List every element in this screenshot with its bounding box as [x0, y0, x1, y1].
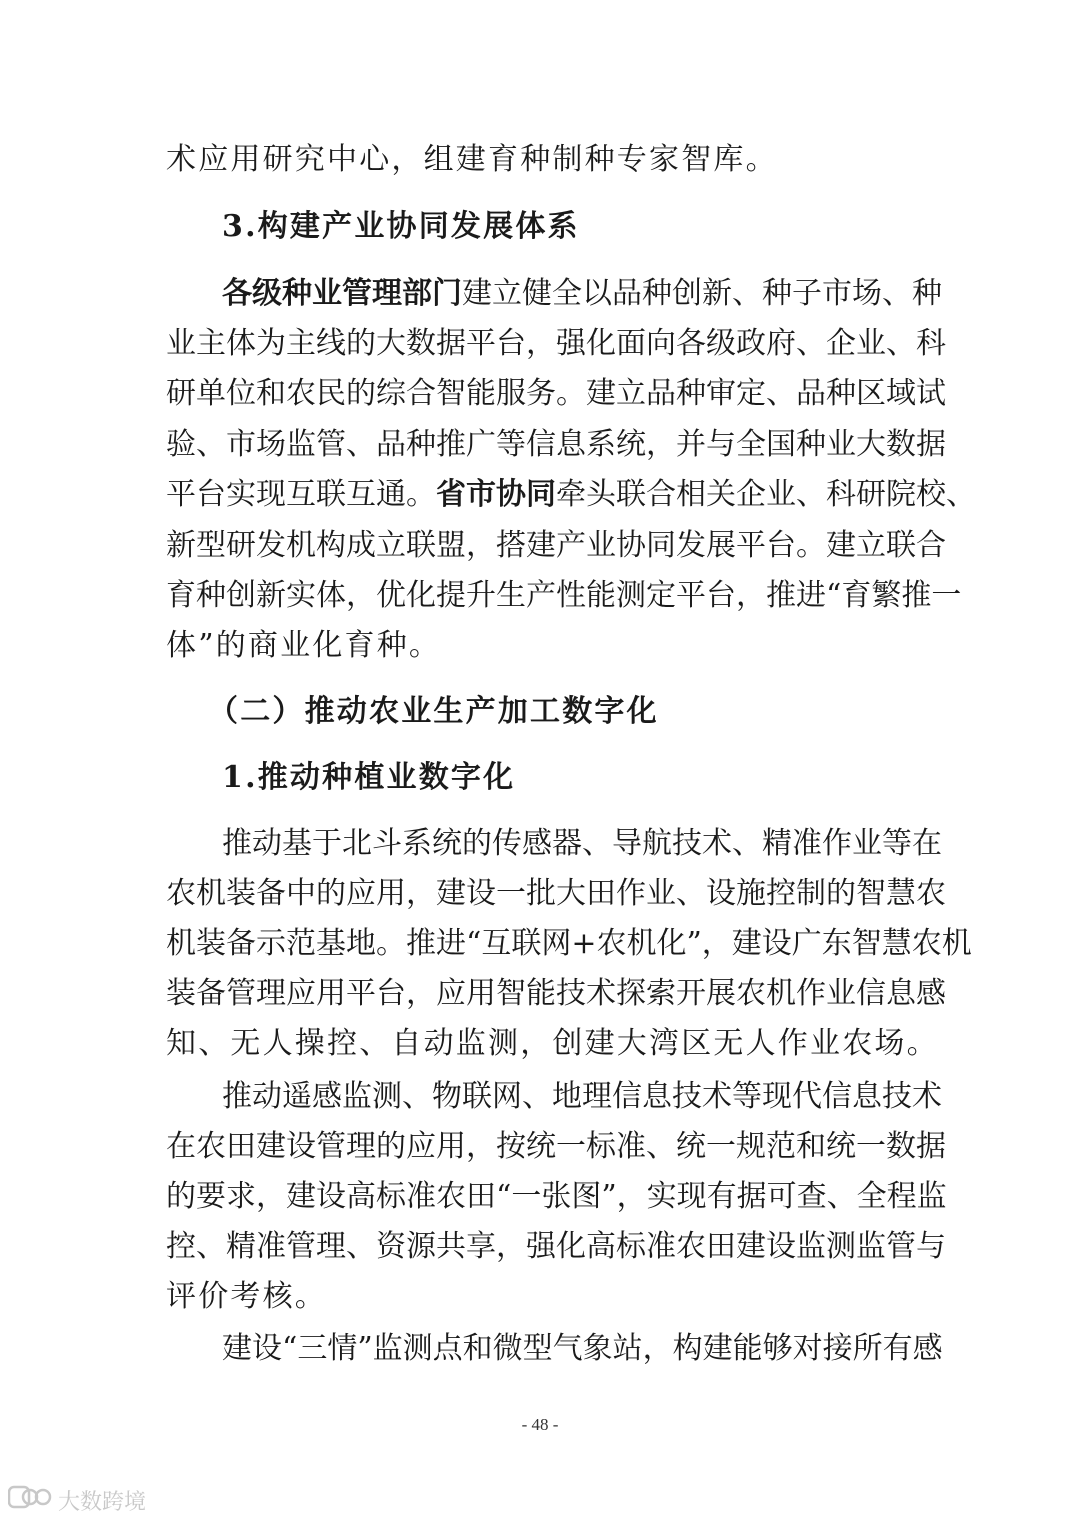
watermark	[8, 1480, 146, 1520]
paragraph-line: 体”的商业化育种。	[166, 628, 442, 663]
paragraph-line: 知、无人操控、自动监测，创建大湾区无人作业农场。	[166, 1026, 939, 1061]
text-line: 术应用研究中心，组建育种制种专家智库。	[166, 142, 778, 177]
paragraph-line	[222, 272, 942, 316]
text-span: 平台实现互联互通。	[166, 477, 436, 512]
paragraph-line	[166, 473, 976, 517]
text-span: 建立健全以品种创新、种子市场、种	[462, 276, 942, 311]
paragraph-line: 验、市场监管、品种推广等信息系统，并与全国种业大数据	[166, 427, 946, 462]
paragraph-line: 控、精准管理、资源共享，强化高标准农田建设监测监管与	[166, 1229, 946, 1264]
paragraph-line: 装备管理应用平台，应用智能技术探索开展农机作业信息感	[166, 976, 946, 1011]
paragraph-line: 研单位和农民的综合智能服务。建立品种审定、品种区域试	[166, 376, 946, 411]
watermark-logo-icon	[8, 1483, 52, 1517]
paragraph-line: 推动基于北斗系统的传感器、导航技术、精准作业等在	[222, 826, 942, 861]
section-heading-1: 1.推动种植业数字化	[222, 760, 516, 795]
watermark-text: 大数跨境	[58, 1489, 147, 1515]
paragraph-line: 机装备示范基地。推进“互联网+农机化”，建设广东智慧农机	[166, 926, 972, 961]
paragraph-line: 的要求，建设高标准农田“一张图”，实现有据可查、全程监	[166, 1179, 947, 1214]
paragraph-line: 评价考核。	[166, 1279, 327, 1314]
bold-phrase: 省市协同	[436, 477, 556, 512]
text-span: 牵头联合相关企业、科研院校、	[556, 477, 976, 512]
paragraph-line: 在农田建设管理的应用，按统一标准、统一规范和统一数据	[166, 1129, 946, 1164]
section-heading-3: 3.构建产业协同发展体系	[222, 209, 580, 244]
bold-phrase: 各级种业管理部门	[222, 276, 462, 311]
paragraph-line: 业主体为主线的大数据平台，强化面向各级政府、企业、科	[166, 326, 946, 361]
page-number: - 48 -	[521, 1415, 559, 1434]
paragraph-line: 农机装备中的应用，建设一批大田作业、设施控制的智慧农	[166, 876, 946, 911]
paragraph-line: 新型研发机构成立联盟，搭建产业协同发展平台。建立联合	[166, 528, 946, 563]
paragraph-line: 建设“三情”监测点和微型气象站，构建能够对接所有感	[222, 1331, 943, 1366]
section-heading-2: （二）推动农业生产加工数字化	[208, 694, 659, 729]
paragraph-line: 育种创新实体，优化提升生产性能测定平台，推进“育繁推一	[166, 578, 962, 613]
paragraph-line: 推动遥感监测、物联网、地理信息技术等现代信息技术	[222, 1079, 942, 1114]
